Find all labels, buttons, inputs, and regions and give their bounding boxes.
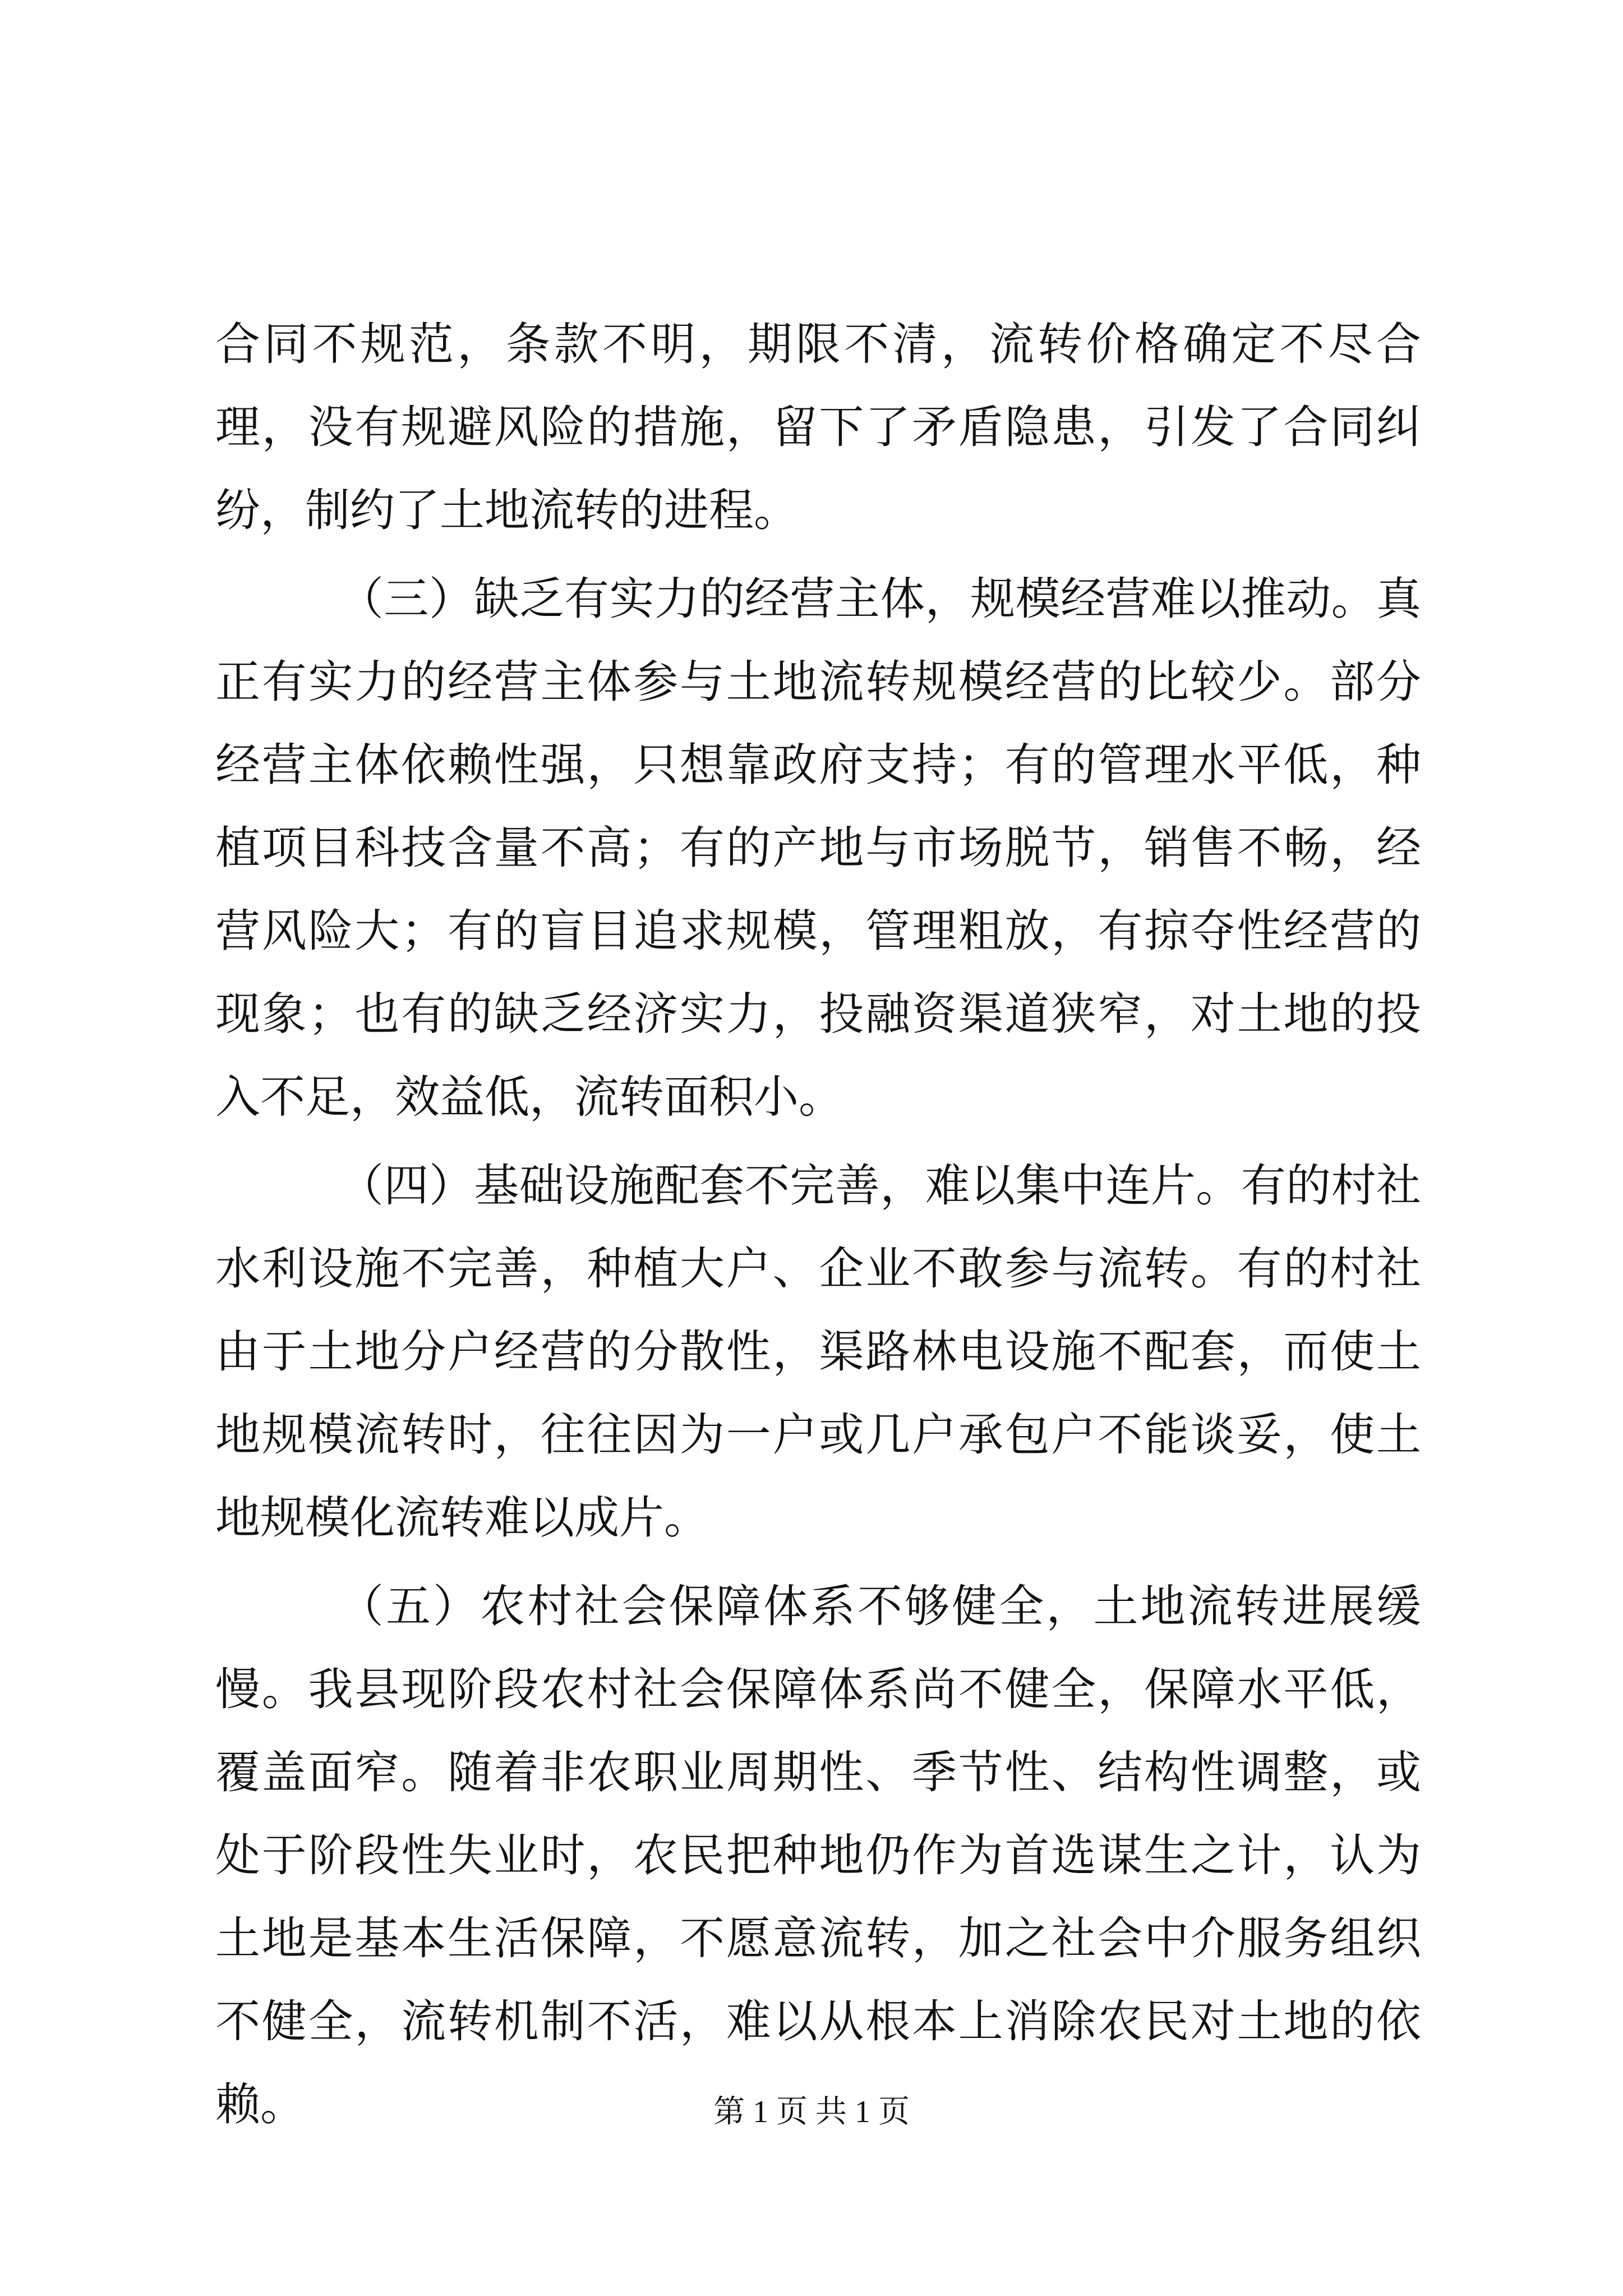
paragraph-section-4: （四）基础设施配套不完善，难以集中连片。有的村社水利设施不完善，种植大户、企业不敢参与流转。有的村社由于土地分户经营的分散性，渠路林电设施不配套，而使土地规模流转时，往往因为一户或几户承包户不能谈妥，使土地规模化流转难以成片。 [215, 1159, 1421, 1544]
paragraph-section-5: （五）农村社会保障体系不够健全，土地流转进展缓慢。我县现阶段农村社会保障体系尚不健全，保障水平低，覆盖面窄。随着非农职业周期性、季节性、结构性调整，或处于阶段性失业时，农民把种地仍作为首选谋生之计，认为土地是基本生活保障，不愿意流转，加之社会中介服务组织不健全，流转机制不活，难以从根本上消除农民对土地的依赖。 [215, 1580, 1421, 2131]
page-footer: 第 1 页 共 1 页 [713, 2095, 910, 2129]
document-body [215, 303, 1421, 2146]
paragraph-section-3: （三）缺乏有实力的经营主体，规模经营难以推动。真正有实力的经营主体参与土地流转规模经营的比较少。部分经营主体依赖性强，只想靠政府支持；有的管理水平低，种植项目科技含量不高；有的产地与市场脱节，销售不畅，经营风险大；有的盲目追求规模，管理粗放，有掠夺性经营的现象；也有的缺乏经济实力，投融资渠道狭窄，对土地的投入不足，效益低，流转面积小。 [215, 573, 1421, 1123]
paragraph-continuation: 合同不规范，条款不明，期限不清，流转价格确定不尽合理，没有规避风险的措施，留下了矛盾隐患，引发了合同纠纷，制约了土地流转的进程。 [215, 318, 1421, 536]
